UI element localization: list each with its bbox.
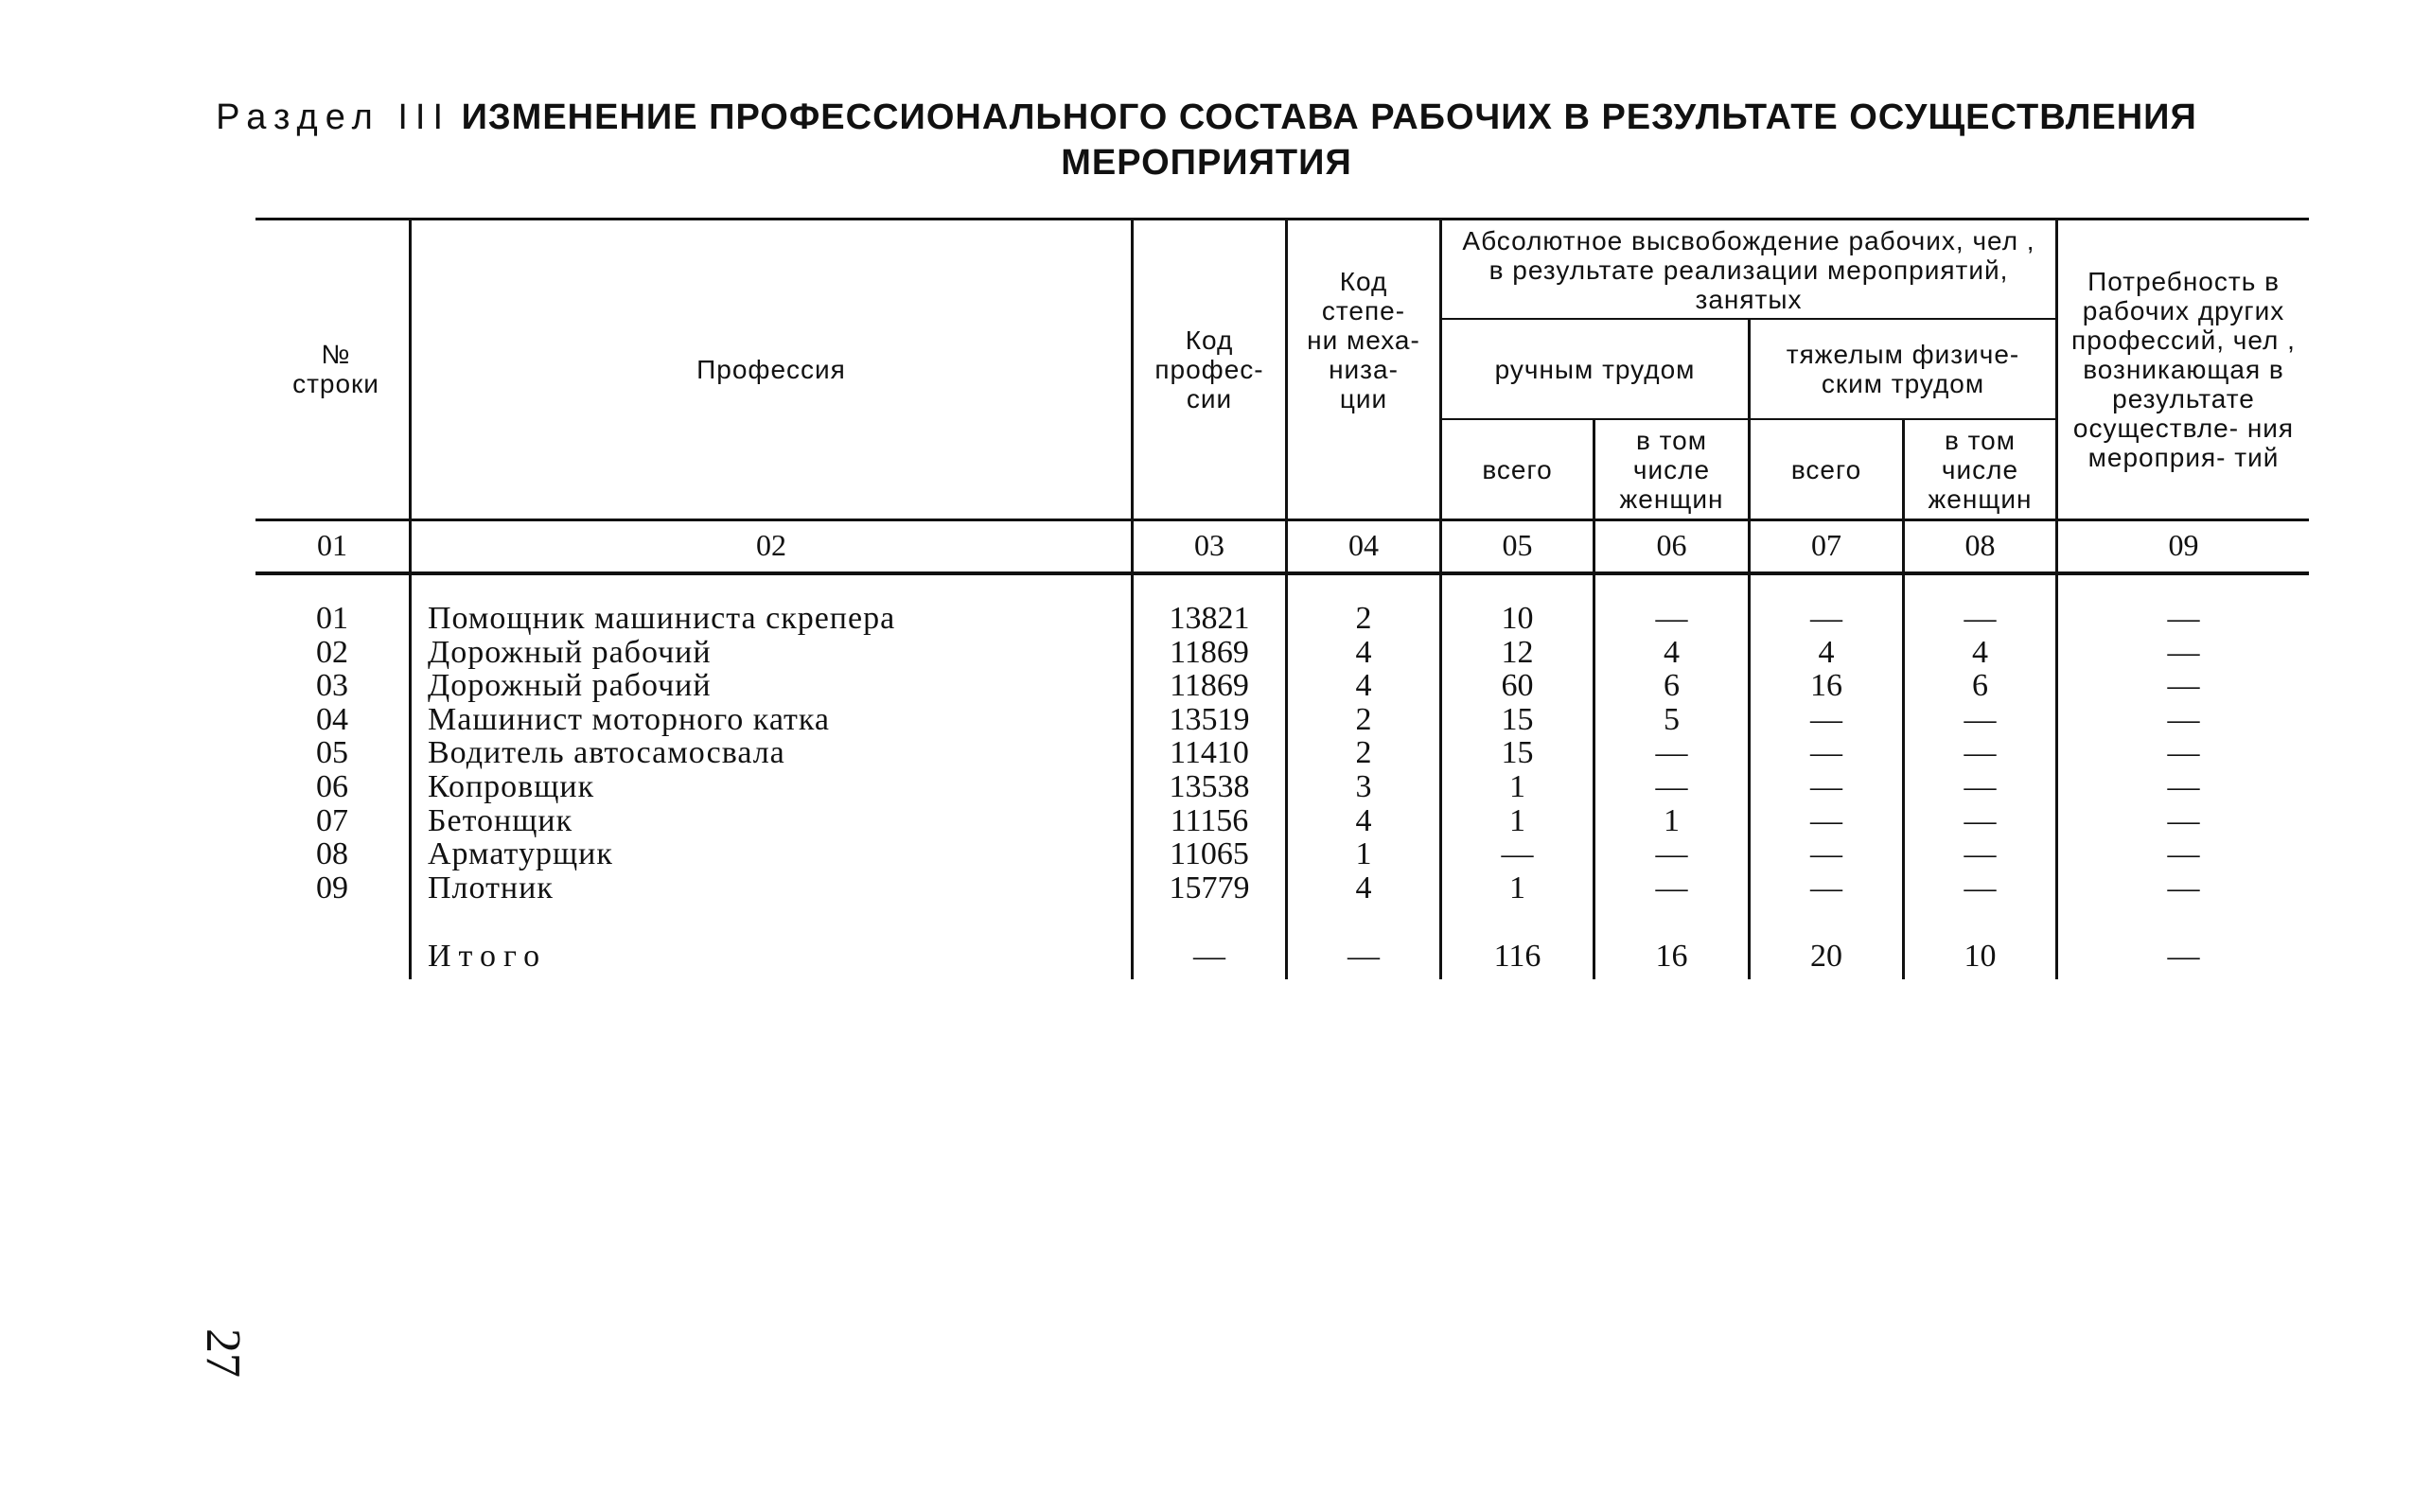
cell-need: — [2167,634,2200,670]
cell-heavy-women: 6 [1972,668,1988,704]
column-number: 02 [756,528,786,562]
cell-heavy-women: 4 [1972,634,1988,670]
cell-profession: Итого [428,939,548,974]
cell-no: 02 [316,634,348,670]
cell-heavy-women: 10 [1964,939,1997,974]
cell-no [255,940,409,974]
column-number-bottom-rule [255,571,2309,575]
header-mech-code: Код степе- ни меха- низа- ции [1307,266,1420,413]
cell-manual-women: — [1655,601,1688,636]
table-row [255,669,2309,703]
column-number: 03 [1194,528,1224,562]
table-row [255,636,2309,670]
header-released: Абсолютное высвобождение рабочих, чел , в результате реализации мероприятий, занятых [1462,225,2035,314]
header-heavy: тяжелым физиче- ским трудом [1786,340,2020,398]
cell-code: 11869 [1170,634,1249,670]
table-top-rule [255,218,2309,220]
cell-profession: Дорожный рабочий [428,634,712,670]
cell-no: 03 [316,668,348,704]
cell-need: — [2167,601,2200,636]
header-row-no: № строки [292,340,379,398]
cell-heavy-total: — [1810,735,1842,771]
cell-profession: Бетонщик [428,802,573,838]
cell-manual-women: 1 [1664,802,1680,838]
cell-manual-total: 116 [1493,939,1541,974]
header-heavy-women: в том числе женщин [1928,425,2033,514]
cell-code: 11869 [1170,668,1249,704]
cell-heavy-women: — [1964,870,1997,905]
section-title-line-1 [0,95,2413,140]
cell-no: 08 [316,836,348,872]
cell-heavy-total: 16 [1810,668,1842,704]
cell-heavy-total: — [1810,601,1842,636]
cell-no: 07 [316,802,348,838]
cell-need: — [2167,836,2200,872]
cell-mech: 4 [1355,634,1372,670]
cell-need: — [2167,870,2200,905]
cell-heavy-women: — [1964,601,1997,636]
cell-heavy-total: 4 [1818,634,1835,670]
cell-profession: Машинист моторного катка [428,701,830,737]
cell-manual-total: 60 [1501,668,1534,704]
cell-need: — [2167,769,2200,804]
cell-mech: 2 [1355,701,1372,737]
cell-no: 09 [316,870,348,905]
cell-no: 05 [316,735,348,771]
cell-manual-women: — [1655,735,1688,771]
page-number: 27 [196,1328,250,1378]
cell-profession: Арматурщик [428,836,613,872]
cell-code: — [1193,939,1225,974]
cell-need: — [2167,701,2200,737]
cell-manual-total: 15 [1501,701,1534,737]
cell-heavy-women: — [1964,735,1997,771]
header-need: Потребность в рабочих других профессий, чел , возникающая в результате осуществле- ния мероприя- тий [2071,266,2296,472]
section-title [0,95,2413,185]
table-row [255,837,2309,871]
cell-manual-total: 1 [1509,870,1525,905]
cell-code: 13519 [1169,701,1250,737]
header-manual-women: в том числе женщин [1619,425,1724,514]
cell-heavy-women: — [1964,701,1997,737]
cell-code: 11156 [1170,802,1249,838]
cell-code: 13821 [1169,601,1250,636]
cell-manual-total: 1 [1509,769,1525,804]
cell-no: 04 [316,701,348,737]
cell-code: 13538 [1169,769,1250,804]
column-number: 05 [1502,528,1533,562]
cell-need: — [2167,735,2200,771]
cell-profession: Плотник [428,870,554,905]
header-manual: ручным трудом [1494,354,1696,384]
cell-manual-total: 15 [1501,735,1534,771]
cell-code: 11065 [1170,836,1249,872]
cell-manual-women: — [1655,769,1688,804]
table-row [255,602,2309,636]
cell-heavy-total: — [1810,802,1842,838]
cell-code: 15779 [1169,870,1250,905]
cell-mech: 3 [1355,769,1372,804]
column-number: 01 [317,528,347,562]
cell-manual-total: 12 [1501,634,1534,670]
header-heavy-total: всего [1790,454,1862,484]
table-row [255,871,2309,905]
cell-manual-women: 6 [1664,668,1680,704]
header-bottom-rule [255,519,2309,521]
cell-profession: Копровщик [428,769,595,804]
cell-profession: Дорожный рабочий [428,668,712,704]
cell-heavy-total: — [1810,701,1842,737]
column-number: 09 [2168,528,2199,562]
table-row [255,703,2309,737]
table-row [255,770,2309,804]
cell-manual-women: 5 [1664,701,1680,737]
cell-heavy-women: — [1964,836,1997,872]
cell-need: — [2167,802,2200,838]
cell-heavy-total: 20 [1810,939,1842,974]
table-row [255,804,2309,838]
total-row [255,940,2309,974]
cell-need: — [2167,668,2200,704]
column-number: 08 [1964,528,1996,562]
header-prof-code: Код профес- сии [1154,325,1264,413]
cell-heavy-total: — [1810,836,1842,872]
cell-manual-women: 4 [1664,634,1680,670]
cell-mech: 4 [1355,802,1372,838]
section-title-line-2: МЕРОПРИЯТИЯ [1061,143,1352,183]
cell-no: 01 [316,601,348,636]
column-number: 06 [1656,528,1687,562]
column-number: 04 [1348,528,1379,562]
cell-manual-women: 16 [1655,939,1688,974]
header-manual-total: всего [1482,454,1553,484]
cell-mech: 4 [1355,668,1372,704]
header-profession: Профессия [696,354,846,384]
cell-profession: Водитель автосамосвала [428,735,785,771]
cell-mech: — [1347,939,1380,974]
cell-mech: 1 [1355,836,1372,872]
cell-heavy-women: — [1964,802,1997,838]
cell-code: 11410 [1170,735,1249,771]
section-heading: ИЗМЕНЕНИЕ ПРОФЕССИОНАЛЬНОГО СОСТАВА РАБОЧИХ В РЕЗУЛЬТАТЕ ОСУЩЕСТВЛЕНИЯ [461,97,2197,137]
cell-need: — [2167,939,2200,974]
cell-mech: 2 [1355,601,1372,636]
cell-manual-women: — [1655,836,1688,872]
column-number: 07 [1811,528,1841,562]
cell-heavy-total: — [1810,769,1842,804]
cell-heavy-women: — [1964,769,1997,804]
cell-mech: 2 [1355,735,1372,771]
cell-heavy-total: — [1810,870,1842,905]
section-prefix: Раздел III [216,97,450,137]
cell-manual-women: — [1655,870,1688,905]
cell-manual-total: 1 [1509,802,1525,838]
cell-manual-total: 10 [1501,601,1534,636]
cell-manual-total: — [1501,836,1534,872]
cell-mech: 4 [1355,870,1372,905]
table-row [255,736,2309,770]
cell-no: 06 [316,769,348,804]
cell-profession: Помощник машиниста скрепера [428,601,896,636]
